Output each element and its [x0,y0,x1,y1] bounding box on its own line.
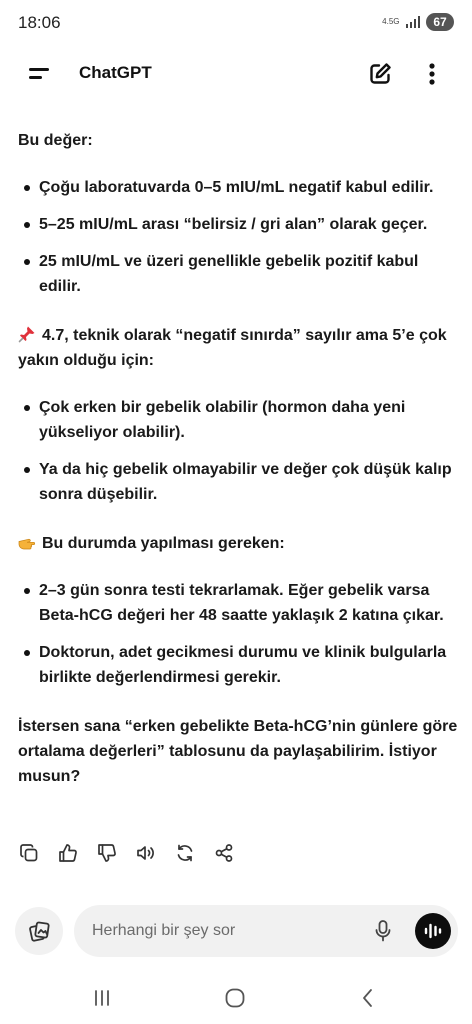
pushpin-emoji [18,325,36,343]
read-aloud-icon [136,843,156,863]
list-item: Çoğu laboratuvarda 0–5 mIU/mL negatif kabul edilir. [18,175,458,200]
voice-mode-icon [423,922,443,940]
battery-icon: 67 [426,13,454,31]
voice-mode-button[interactable] [415,913,451,949]
read-aloud-button[interactable] [135,842,157,864]
back-icon [360,988,376,1008]
attach-button[interactable] [15,907,63,955]
message-intro: Bu değer: [18,132,93,149]
home-button[interactable] [215,985,255,1011]
menu-button[interactable] [22,61,52,85]
possibility-list [18,395,458,507]
app-title: ChatGPT [79,63,152,82]
attach-icon [27,919,51,943]
list-item: Çok erken bir gebelik olabilir (hormon daha yeni yükseliyor olabilir). [18,395,458,445]
list-item: Ya da hiç gebelik olmayabilir ve değer çok düşük kalıp sonra düşebilir. [18,457,458,507]
thumbs-down-icon [97,843,117,863]
action-heading [18,531,458,556]
signal-icon [406,16,421,28]
network-type-label: 4.5G [382,17,400,26]
recommendation-list [18,578,458,690]
status-bar [0,0,472,46]
recents-icon [92,989,112,1007]
list-item: Doktorun, adet gecikmesi durumu ve klinik bulgularla birlikte değerlendirmesi gerekir. [18,640,458,690]
recents-button[interactable] [82,985,122,1011]
assistant-message [18,128,458,811]
action-heading-text: Bu durumda yapılması gereken: [42,535,285,552]
menu-icon-line [29,76,42,79]
share-icon [214,843,234,863]
back-button[interactable] [348,985,388,1011]
more-options-button[interactable] [420,60,444,88]
list-item: 25 mIU/mL ve üzeri genellikle gebelik pozitif kabul edilir. [18,249,458,299]
message-actions [18,840,235,866]
regenerate-button[interactable] [174,842,196,864]
mic-icon [373,919,393,943]
list-item: 5–25 mIU/mL arası “belirsiz / gri alan” olarak geçer. [18,212,458,237]
menu-icon [29,68,49,71]
regenerate-icon [175,843,195,863]
share-button[interactable] [213,842,235,864]
closing-paragraph: İstersen sana “erken gebelikte Beta-hCG’nin günlere göre ortalama değerleri” tablosunu da paylaşabilirim. İstiyor musun? [18,718,458,785]
threshold-list [18,175,458,299]
message-input[interactable] [92,905,362,957]
pointing-hand-emoji [18,533,36,551]
message-input-container [74,905,458,957]
copy-button[interactable] [18,842,40,864]
home-icon [224,987,246,1009]
status-indicators [382,13,454,31]
more-vert-icon [420,60,444,88]
system-nav-bar [0,975,472,1019]
thumbs-up-button[interactable] [57,842,79,864]
composer [0,905,472,957]
note-text: 4.7, teknik olarak “negatif sınırda” sayılır ama 5’e çok yakın olduğu için: [18,327,447,369]
list-item: 2–3 gün sonra testi tekrarlamak. Eğer gebelik varsa Beta-hCG değeri her 48 saatte yaklaşık 2 katına çıkar. [18,578,458,628]
thumbs-up-icon [58,843,78,863]
app-header [0,48,472,98]
copy-icon [19,843,39,863]
mic-button[interactable] [370,918,396,944]
status-time: 18:06 [18,13,61,32]
thumbs-down-button[interactable] [96,842,118,864]
new-chat-icon [366,60,394,88]
note-paragraph [18,323,458,373]
new-chat-button[interactable] [366,60,394,88]
